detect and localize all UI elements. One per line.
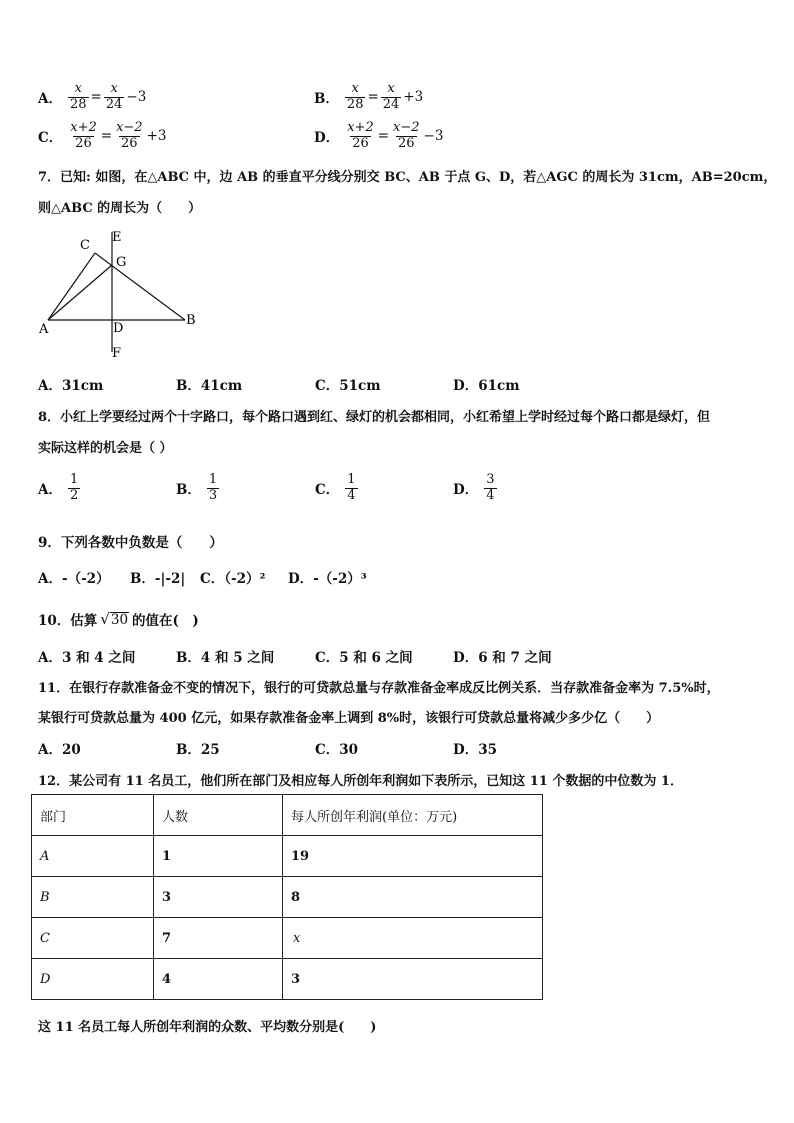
fraction: $\frac{x-2}{26}$ [116,120,143,151]
q11-option-b: B．25 [176,742,220,758]
table-cell: 8 [283,877,543,918]
fraction: $\frac{3}{4}$ [486,472,495,503]
table-header: 每人所创年利润(单位：万元) [283,795,543,836]
table-row [32,918,543,959]
q10-option-a: A．3 和 4 之间 [38,650,136,666]
q12-follow-up: 这 11 名员工每人所创年利润的众数、平均数分别是( ) [38,1020,377,1035]
fraction: $\frac{x}{28}$ [69,81,87,112]
label-g: G [116,255,127,270]
q7-stem-line1: 7．已知: 如图，在△ABC 中，边 AB 的垂直平分线分别交 BC、AB 于点 G、D，若△AGC 的周长为 31cm，AB=20cm， [38,170,777,185]
q9-stem: 9．下列各数中负数是（ ） [38,535,223,551]
fraction: $\frac{x+2}{26}$ [347,120,374,151]
segment-ac [48,253,95,320]
fraction: $\frac{x+2}{26}$ [70,120,97,151]
q8-stem-line2: 实际这样的机会是（ ） [38,441,173,456]
square-root: √ 30 [100,610,129,629]
q11-option-a: A．20 [38,742,81,758]
q6-option-b: B． $\frac{x}{28}$ = $\frac{x}{24}$ +3 [314,81,424,112]
q11-option-c: C．30 [315,742,359,758]
q8-option-b: B． $\frac{1}{3}$ [176,472,218,503]
q6-option-a: A． $\frac{x}{28}$ = $\frac{x}{24}$ −3 [38,81,147,112]
segment-ag [48,265,112,320]
table-header-row [32,795,543,836]
fraction: $\frac{x}{24}$ [105,81,123,112]
q9-option-a: A．-（-2） [38,571,110,587]
table-cell: 3 [283,959,543,1000]
q6-option-c: C． $\frac{x+2}{26}$ = $\frac{x-2}{26}$ +3 [38,120,167,151]
q7-stem-line2: 则△ABC 的周长为（ ） [38,201,202,216]
q7-option-b: B．41cm [176,378,243,394]
fraction: $\frac{x}{28}$ [346,81,364,112]
q12-profit-table [31,794,543,1000]
q8-option-c: C． $\frac{1}{4}$ [315,472,356,503]
q8-option-d: D． $\frac{3}{4}$ [453,472,495,503]
table-cell: 1 [154,836,283,877]
fraction: $\frac{1}{3}$ [208,472,218,503]
table-cell: D [32,959,154,1000]
q7-option-c: C．51cm [315,378,381,394]
label-b: B [186,313,196,328]
q9-option-d: D．-（-2）³ [288,571,367,587]
table-cell: 19 [283,836,543,877]
q8-option-a: A． $\frac{1}{2}$ [38,472,79,503]
fraction: $\frac{x-2}{26}$ [393,120,420,151]
q8-stem-line1: 8．小红上学要经过两个十字路口，每个路口遇到红、绿灯的机会都相同，小红希望上学时经过每个路口都是绿灯，但 [38,410,711,425]
table-cell: B [32,877,154,918]
table-header: 部门 [32,795,154,836]
q7-option-a: A．31cm [38,378,104,394]
table-header: 人数 [154,795,283,836]
label-d: D [113,321,124,336]
q10-stem: 10．估算 √ 30 的值在( ) [38,610,199,629]
table-cell: 3 [154,877,283,918]
q10-option-c: C．5 和 6 之间 [315,650,413,666]
table-cell: x [283,918,543,959]
label-a: A [39,322,49,337]
label-c: C [80,238,90,253]
q12-stem: 12．某公司有 11 名员工，他们所在部门及相应每人所创年利润如下表所示，已知这 11 个数据的中位数为 1． [38,774,683,789]
q7-triangle-figure [30,222,210,362]
q10-option-d: D．6 和 7 之间 [453,650,552,666]
q11-stem-line2: 某银行可贷款总量为 400 亿元，如果存款准备金率上调到 8%时，该银行可贷款总量将减少多少亿（ ） [38,711,660,726]
q9-option-b: B．-|-2| [130,571,186,587]
fraction: $\frac{1}{4}$ [347,472,356,503]
fraction: $\frac{x}{24}$ [382,81,400,112]
table-cell: A [32,836,154,877]
table-cell: C [32,918,154,959]
table-cell: 4 [154,959,283,1000]
q6-option-d: D． $\frac{x+2}{26}$ = $\frac{x-2}{26}$ −3 [314,120,444,151]
segment-cb [95,253,185,320]
q7-option-d: D．61cm [453,378,520,394]
label-f: F [112,346,122,361]
fraction: $\frac{1}{2}$ [69,472,79,503]
table-row [32,959,543,1000]
q9-option-c: C．（-2）² [200,571,266,587]
q10-option-b: B．4 和 5 之间 [176,650,275,666]
q11-stem-line1: 11．在银行存款准备金不变的情况下，银行的可贷款总量与存款准备金率成反比例关系．当存款准备金率为 7.5%时， [38,681,720,696]
table-row [32,836,543,877]
table-row [32,877,543,918]
q11-option-d: D．35 [453,742,497,758]
label-e: E [112,230,122,245]
table-cell: 7 [154,918,283,959]
